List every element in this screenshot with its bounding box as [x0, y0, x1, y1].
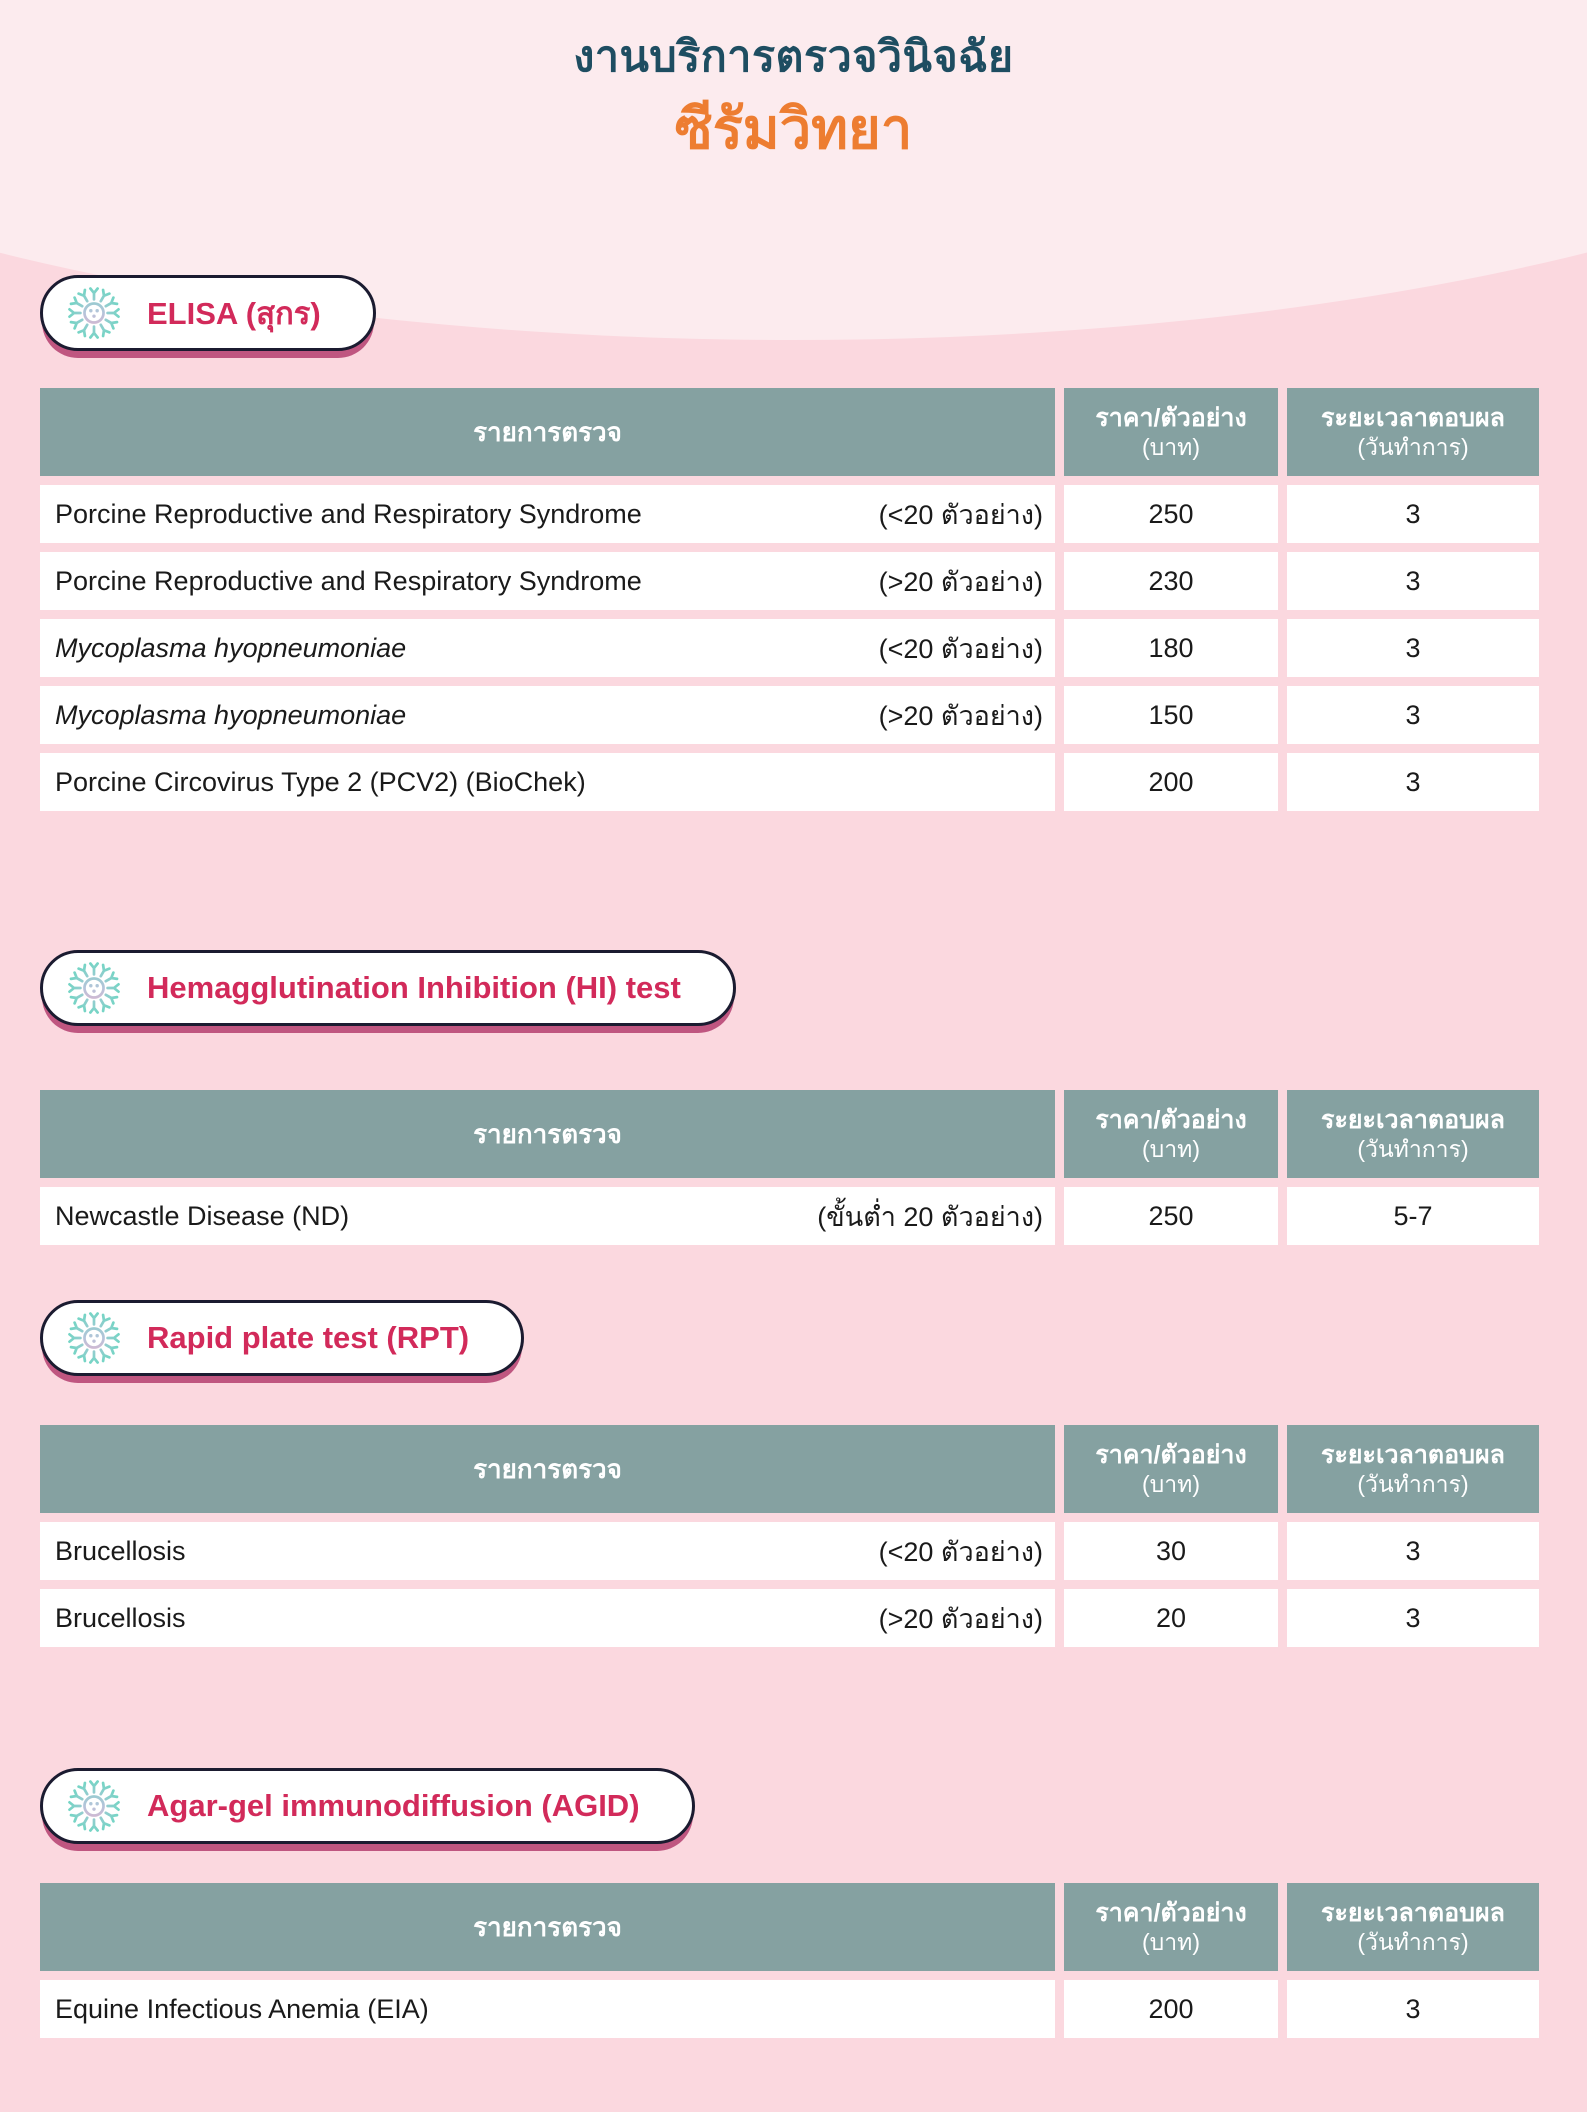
page-subtitle: ซีรัมวิทยา [674, 97, 913, 160]
virus-antibody-icon [65, 959, 123, 1017]
column-header-time-line1: ระยะเวลาตอบผล [1321, 403, 1505, 432]
virus-antibody-icon [65, 1777, 123, 1835]
table-row-test-cell [40, 753, 1055, 811]
elisa-table [40, 388, 1539, 811]
column-header-price-line2: (บาท) [1142, 1136, 1200, 1163]
test-qualifier: (<20 ตัวอย่าง) [878, 499, 1043, 530]
table-row-test-cell [40, 619, 1055, 677]
days-value: 3 [1287, 485, 1539, 543]
test-name: Porcine Reproductive and Respiratory Syndrome [55, 565, 642, 596]
table-row-test-cell [40, 1522, 1055, 1580]
column-header-price-line2: (บาท) [1142, 434, 1200, 461]
test-name: Equine Infectious Anemia (EIA) [55, 1993, 429, 2024]
table-row-test-cell [40, 1187, 1055, 1245]
test-name: Brucellosis [55, 1535, 186, 1566]
column-header-test: รายการตรวจ [40, 388, 1055, 476]
table-row-test-cell [40, 686, 1055, 744]
virus-antibody-icon [65, 1309, 123, 1367]
table-row-test-cell [40, 1980, 1055, 2038]
days-value: 3 [1287, 619, 1539, 677]
days-value: 3 [1287, 1522, 1539, 1580]
column-header-test: รายการตรวจ [40, 1883, 1055, 1971]
test-name: Mycoplasma hyopneumoniae [55, 632, 407, 663]
column-header-price [1064, 1425, 1278, 1513]
table-row-test-cell [40, 1589, 1055, 1647]
section-pill-rpt [40, 1300, 524, 1376]
test-qualifier: (>20 ตัวอย่าง) [878, 566, 1043, 597]
page-title: งานบริการตรวจวินิจฉัย [573, 33, 1014, 81]
column-header-price-line1: ราคา/ตัวอย่าง [1095, 403, 1247, 432]
days-value: 3 [1287, 552, 1539, 610]
column-header-price-line1: ราคา/ตัวอย่าง [1095, 1898, 1247, 1927]
test-qualifier: (<20 ตัวอย่าง) [878, 1536, 1043, 1567]
test-name: Brucellosis [55, 1602, 186, 1633]
section-title-hi-test: Hemagglutination Inhibition (HI) test [147, 970, 681, 1005]
column-header-test: รายการตรวจ [40, 1090, 1055, 1178]
column-header-price-line1: ราคา/ตัวอย่าง [1095, 1440, 1247, 1469]
price-value: 250 [1064, 1187, 1278, 1245]
rpt-table [40, 1425, 1539, 1647]
days-value: 3 [1287, 753, 1539, 811]
column-header-price [1064, 1090, 1278, 1178]
column-header-time [1287, 1425, 1539, 1513]
test-name: Mycoplasma hyopneumoniae [55, 699, 407, 730]
price-value: 200 [1064, 1980, 1278, 2038]
section-pill-agid [40, 1768, 695, 1844]
section-title-agid: Agar-gel immunodiffusion (AGID) [147, 1788, 640, 1823]
column-header-price-line2: (บาท) [1142, 1471, 1200, 1498]
table-row-test-cell [40, 552, 1055, 610]
price-value: 180 [1064, 619, 1278, 677]
test-name: Newcastle Disease (ND) [55, 1200, 350, 1231]
days-value: 3 [1287, 686, 1539, 744]
column-header-time-line2: (วันทำการ) [1357, 434, 1469, 461]
column-header-time [1287, 1090, 1539, 1178]
agid-table [40, 1883, 1539, 2038]
table-row-test-cell [40, 485, 1055, 543]
column-header-time-line1: ระยะเวลาตอบผล [1321, 1898, 1505, 1927]
column-header-time-line2: (วันทำการ) [1357, 1471, 1469, 1498]
price-value: 250 [1064, 485, 1278, 543]
column-header-time-line2: (วันทำการ) [1357, 1929, 1469, 1956]
price-value: 30 [1064, 1522, 1278, 1580]
column-header-time-line1: ระยะเวลาตอบผล [1321, 1440, 1505, 1469]
column-header-test: รายการตรวจ [40, 1425, 1055, 1513]
days-value: 5-7 [1287, 1187, 1539, 1245]
column-header-time [1287, 1883, 1539, 1971]
price-value: 200 [1064, 753, 1278, 811]
price-value: 20 [1064, 1589, 1278, 1647]
test-name: Porcine Reproductive and Respiratory Syndrome [55, 498, 642, 529]
column-header-price [1064, 1883, 1278, 1971]
column-header-time-line2: (วันทำการ) [1357, 1136, 1469, 1163]
virus-antibody-icon [65, 284, 123, 342]
test-name: Porcine Circovirus Type 2 (PCV2) (BioChek) [55, 766, 586, 797]
column-header-time-line1: ระยะเวลาตอบผล [1321, 1105, 1505, 1134]
test-qualifier: (>20 ตัวอย่าง) [878, 1603, 1043, 1634]
column-header-time [1287, 388, 1539, 476]
column-header-price-line2: (บาท) [1142, 1929, 1200, 1956]
price-value: 150 [1064, 686, 1278, 744]
column-header-price [1064, 388, 1278, 476]
section-title-rpt: Rapid plate test (RPT) [147, 1320, 470, 1355]
days-value: 3 [1287, 1980, 1539, 2038]
section-pill-elisa [40, 275, 376, 351]
test-qualifier: (<20 ตัวอย่าง) [878, 633, 1043, 664]
days-value: 3 [1287, 1589, 1539, 1647]
section-title-elisa: ELISA (สุกร) [147, 296, 321, 331]
column-header-price-line1: ราคา/ตัวอย่าง [1095, 1105, 1247, 1134]
price-value: 230 [1064, 552, 1278, 610]
section-pill-hi-test [40, 950, 736, 1026]
hi-test-table [40, 1090, 1539, 1245]
test-qualifier: (ขั้นต่ำ 20 ตัวอย่าง) [817, 1201, 1043, 1232]
test-qualifier: (>20 ตัวอย่าง) [878, 700, 1043, 731]
